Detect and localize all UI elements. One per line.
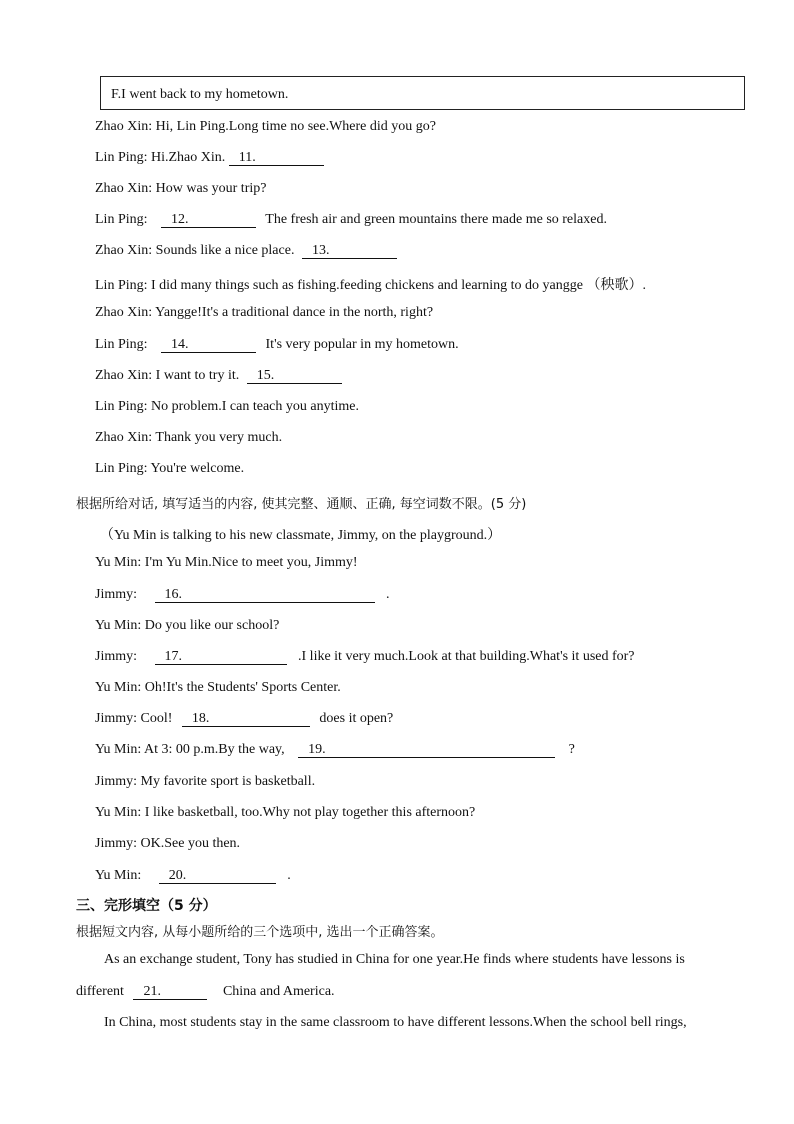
- line-text: China and America.: [222, 984, 335, 999]
- dialogue2-line8: Jimmy: My favorite sport is basketball.: [95, 774, 316, 789]
- answer-blank-19[interactable]: 19.: [298, 742, 555, 758]
- line-text: .: [386, 587, 390, 602]
- answer-blank-13[interactable]: 13.: [302, 243, 397, 259]
- dialogue1-line10: Lin Ping: No problem.I can teach you anytime.: [95, 399, 359, 414]
- section3-instruction: 根据短文内容, 从每小题所给的三个选项中, 选出一个正确答案。: [76, 925, 444, 940]
- line-text: Jimmy: Cool!: [95, 711, 173, 726]
- answer-blank-18[interactable]: 18.: [182, 711, 310, 727]
- dialogue2-line3: Yu Min: Do you like our school?: [95, 618, 280, 633]
- line-text: Jimmy:: [95, 649, 138, 664]
- line-text: different: [76, 984, 124, 999]
- passage-paragraph1: As an exchange student, Tony has studied in China for one year.He finds where students have lessons is: [104, 952, 685, 967]
- dialogue1-line8: [95, 337, 459, 353]
- answer-blank-11[interactable]: 11.: [229, 150, 324, 166]
- dialogue1-line1: Zhao Xin: Hi, Lin Ping.Long time no see.Where did you go?: [95, 119, 436, 134]
- line-text: Lin Ping: Hi.Zhao Xin.: [95, 150, 226, 165]
- option-box: [100, 76, 745, 110]
- line-text: Yu Min: At 3: 00 p.m.By the way,: [95, 742, 285, 757]
- dialogue2-line1: Yu Min: I'm Yu Min.Nice to meet you, Jimmy!: [95, 555, 358, 570]
- answer-blank-12[interactable]: 12.: [161, 212, 256, 228]
- section2-instruction: 根据所给对话, 填写适当的内容, 使其完整、通顺、正确, 每空词数不限。(5 分): [76, 497, 527, 512]
- dialogue2-line9: Yu Min: I like basketball, too.Why not play together this afternoon?: [95, 805, 476, 820]
- line-text: Zhao Xin: Sounds like a nice place.: [95, 243, 295, 258]
- answer-blank-15[interactable]: 15.: [247, 368, 342, 384]
- option-f: F.I went back to my hometown.: [111, 87, 289, 102]
- dialogue1-line12: Lin Ping: You're welcome.: [95, 461, 245, 476]
- answer-blank-20[interactable]: 20.: [159, 868, 276, 884]
- dialogue2-line11: [95, 868, 291, 884]
- line-text: Jimmy:: [95, 587, 138, 602]
- answer-blank-16[interactable]: 16.: [155, 587, 375, 603]
- dialogue1-line9: [95, 368, 342, 384]
- dialogue1-line4: [95, 212, 607, 228]
- dialogue2-line4: [95, 649, 635, 665]
- answer-blank-14[interactable]: 14.: [161, 337, 256, 353]
- dialogue2-scene: （Yu Min is talking to his new classmate, Jimmy, on the playground.）: [100, 528, 502, 543]
- dialogue2-line2: [95, 587, 390, 603]
- line-text: Yu Min:: [95, 868, 142, 883]
- line-text: .: [287, 868, 291, 883]
- dialogue2-line10: Jimmy: OK.See you then.: [95, 836, 241, 851]
- dialogue2-line5: Yu Min: Oh!It's the Students' Sports Center.: [95, 680, 341, 695]
- dialogue1-line6: [95, 274, 646, 294]
- dialogue1-line3: Zhao Xin: How was your trip?: [95, 181, 267, 196]
- line-text: Lin Ping: I did many things such as fishing.feeding chickens and learning to do yangge （秧歌）.: [95, 278, 646, 293]
- dialogue1-line2: [95, 150, 324, 166]
- answer-blank-17[interactable]: 17.: [155, 649, 287, 665]
- dialogue1-line11: Zhao Xin: Thank you very much.: [95, 430, 283, 445]
- passage-paragraph1-continued: [76, 984, 335, 1000]
- dialogue2-line6: [95, 711, 393, 727]
- dialogue1-line7: Zhao Xin: Yangge!It's a traditional dance in the north, right?: [95, 305, 434, 320]
- line-text: Lin Ping:: [95, 337, 148, 352]
- dialogue2-line7: [95, 742, 575, 758]
- line-text: .I like it very much.Look at that building.What's it used for?: [298, 649, 635, 664]
- line-text: ?: [568, 742, 575, 757]
- line-text: Lin Ping:: [95, 212, 148, 227]
- answer-blank-21[interactable]: 21.: [133, 984, 207, 1000]
- line-text: The fresh air and green mountains there made me so relaxed.: [265, 212, 607, 227]
- line-text: Zhao Xin: I want to try it.: [95, 368, 240, 383]
- line-text: does it open?: [319, 711, 394, 726]
- section3-heading: 三、完形填空（5 分）: [76, 898, 217, 914]
- passage-paragraph2: In China, most students stay in the same classroom to have different lessons.When the school bell rings,: [104, 1015, 687, 1030]
- dialogue1-line5: [95, 243, 397, 259]
- line-text: It's very popular in my hometown.: [265, 337, 459, 352]
